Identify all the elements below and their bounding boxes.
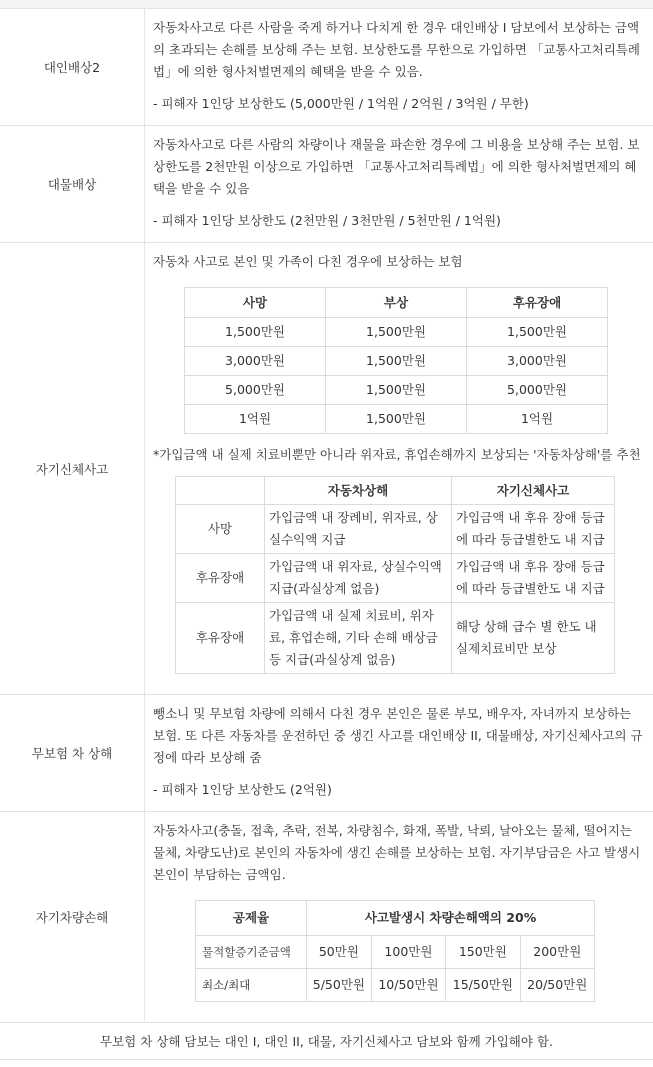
coverage-row-own-vehicle-damage: [0, 812, 653, 1023]
description: 자동차사고로 다른 사람을 죽게 하거나 다치게 한 경우 대인배상 I 담보에서 보상하는 금액의 초과되는 손해를 보상해 주는 보험. 보상한도를 무한으로 가입하면 「교통사고처리특례법」에 의한 형사처벌면제의 혜택을 받을 수 있음.: [153, 20, 640, 79]
table-cell: 5,000만원: [467, 376, 608, 405]
coverage-row-personal-injury: [0, 243, 653, 695]
table-header-row: [176, 477, 615, 505]
insurance-coverage-table: [0, 8, 653, 1060]
table-row: [176, 505, 615, 554]
table-cell: 해당 상해 급수 별 한도 내 실제치료비만 보상: [452, 603, 615, 674]
table-cell: 1,500만원: [326, 318, 467, 347]
coverage-limit: - 피해자 1인당 보상한도 (2억원): [153, 782, 332, 797]
table-cell: 1억원: [467, 405, 608, 434]
table-cell: 10/50만원: [371, 969, 445, 1002]
table-row: [176, 554, 615, 603]
header-personal-injury: 자기신체사고: [452, 477, 615, 505]
table-row: [185, 318, 608, 347]
table-cell: 1억원: [185, 405, 326, 434]
table-cell: 1,500만원: [467, 318, 608, 347]
row-content: [145, 243, 653, 695]
header-death: 사망: [185, 288, 326, 318]
table-row: [196, 936, 595, 969]
comparison-table: [175, 476, 615, 674]
row-header: 사망: [176, 505, 265, 554]
table-header-row: [185, 288, 608, 318]
table-row: [185, 347, 608, 376]
coverage-row-property-damage: [0, 126, 653, 243]
table-header-row: [196, 901, 595, 936]
table-cell: 가입금액 내 후유 장애 등급에 따라 등급별한도 내 지급: [452, 554, 615, 603]
table-cell: 3,000만원: [185, 347, 326, 376]
table-cell: 20/50만원: [520, 969, 594, 1002]
table-cell: 가입금액 내 후유 장애 등급에 따라 등급별한도 내 지급: [452, 505, 615, 554]
row-content: [145, 9, 653, 126]
table-cell: 200만원: [520, 936, 594, 969]
table-cell: 가입금액 내 실제 치료비, 위자료, 휴업손해, 기타 손해 배상금 등 지급(과실상계 없음): [265, 603, 452, 674]
table-cell: 1,500만원: [185, 318, 326, 347]
row-header: 후유장애: [176, 603, 265, 674]
table-cell: 3,000만원: [467, 347, 608, 376]
deductible-table: [195, 900, 595, 1002]
coverage-limit: - 피해자 1인당 보상한도 (5,000만원 / 1억원 / 2억원 / 3억원 / 무한): [153, 96, 529, 111]
table-cell: 50만원: [307, 936, 372, 969]
row-label: 대물배상: [0, 126, 145, 243]
row-content: [145, 695, 653, 812]
header-blank: [176, 477, 265, 505]
table-cell: 100만원: [371, 936, 445, 969]
row-label: 자기신체사고: [0, 243, 145, 695]
table-row: [185, 405, 608, 434]
footer-note: 무보험 차 상해 담보는 대인 I, 대인 II, 대물, 자기신체사고 담보와 함께 가입해야 함.: [0, 1023, 653, 1060]
benefit-amount-table: [184, 287, 608, 434]
row-header: 물적할증기준금액: [196, 936, 307, 969]
row-header: 최소/최대: [196, 969, 307, 1002]
recommendation-note: *가입금액 내 실제 치료비뿐만 아니라 위자료, 휴업손해까지 보상되는 '자동차상해'를 추천: [153, 447, 641, 462]
table-row: [196, 969, 595, 1002]
row-content: [145, 812, 653, 1023]
table-cell: 15/50만원: [446, 969, 520, 1002]
description: 자동차 사고로 본인 및 가족이 다친 경우에 보상하는 보험: [153, 254, 463, 269]
row-label: 자기차량손해: [0, 812, 145, 1023]
row-label: 무보험 차 상해: [0, 695, 145, 812]
table-cell: 1,500만원: [326, 376, 467, 405]
description: 자동차사고(충돌, 접촉, 추락, 전복, 차량침수, 화재, 폭발, 낙뢰, 날아오는 물체, 떨어지는 물체, 차량도난)로 본인의 자동차에 생긴 손해를 보상하는 보험. 자기부담금은 사고 발생시 본인이 부담하는 금액임.: [153, 823, 641, 882]
coverage-row-uninsured-vehicle: [0, 695, 653, 812]
top-bar: [0, 0, 653, 8]
header-injury: 부상: [326, 288, 467, 318]
description: 자동차사고로 다른 사람의 차량이나 재물을 파손한 경우에 그 비용을 보상해 주는 보험. 보상한도를 2천만원 이상으로 가입하면 「교통사고처리특례법」에 의한 형사처벌면제의 혜택을 받을 수 있음: [153, 137, 640, 196]
table-cell: 1,500만원: [326, 347, 467, 376]
table-cell: 150만원: [446, 936, 520, 969]
header-disability: 후유장애: [467, 288, 608, 318]
table-row: [185, 376, 608, 405]
header-auto-injury: 자동차상해: [265, 477, 452, 505]
table-cell: 1,500만원: [326, 405, 467, 434]
coverage-row-bodily-injury-2: [0, 9, 653, 126]
row-content: [145, 126, 653, 243]
header-damage-rate: 사고발생시 차량손해액의 20%: [307, 901, 595, 936]
table-cell: 가입금액 내 위자료, 상실수익액 지급(과실상계 없음): [265, 554, 452, 603]
coverage-limit: - 피해자 1인당 보상한도 (2천만원 / 3천만원 / 5천만원 / 1억원): [153, 213, 501, 228]
footer-row: [0, 1023, 653, 1060]
table-cell: 5/50만원: [307, 969, 372, 1002]
row-header: 후유장애: [176, 554, 265, 603]
table-cell: 가입금액 내 장례비, 위자료, 상실수익액 지급: [265, 505, 452, 554]
header-deductible-rate: 공제율: [196, 901, 307, 936]
table-row: [176, 603, 615, 674]
row-label: 대인배상2: [0, 9, 145, 126]
description: 뺑소니 및 무보험 차량에 의해서 다친 경우 본인은 물론 부모, 배우자, 자녀까지 보상하는 보험. 또 다른 자동차를 운전하던 중 생긴 사고를 대인배상 II, 대물배상, 자기신체사고의 규정에 따라 보상해 줌: [153, 706, 643, 765]
table-cell: 5,000만원: [185, 376, 326, 405]
